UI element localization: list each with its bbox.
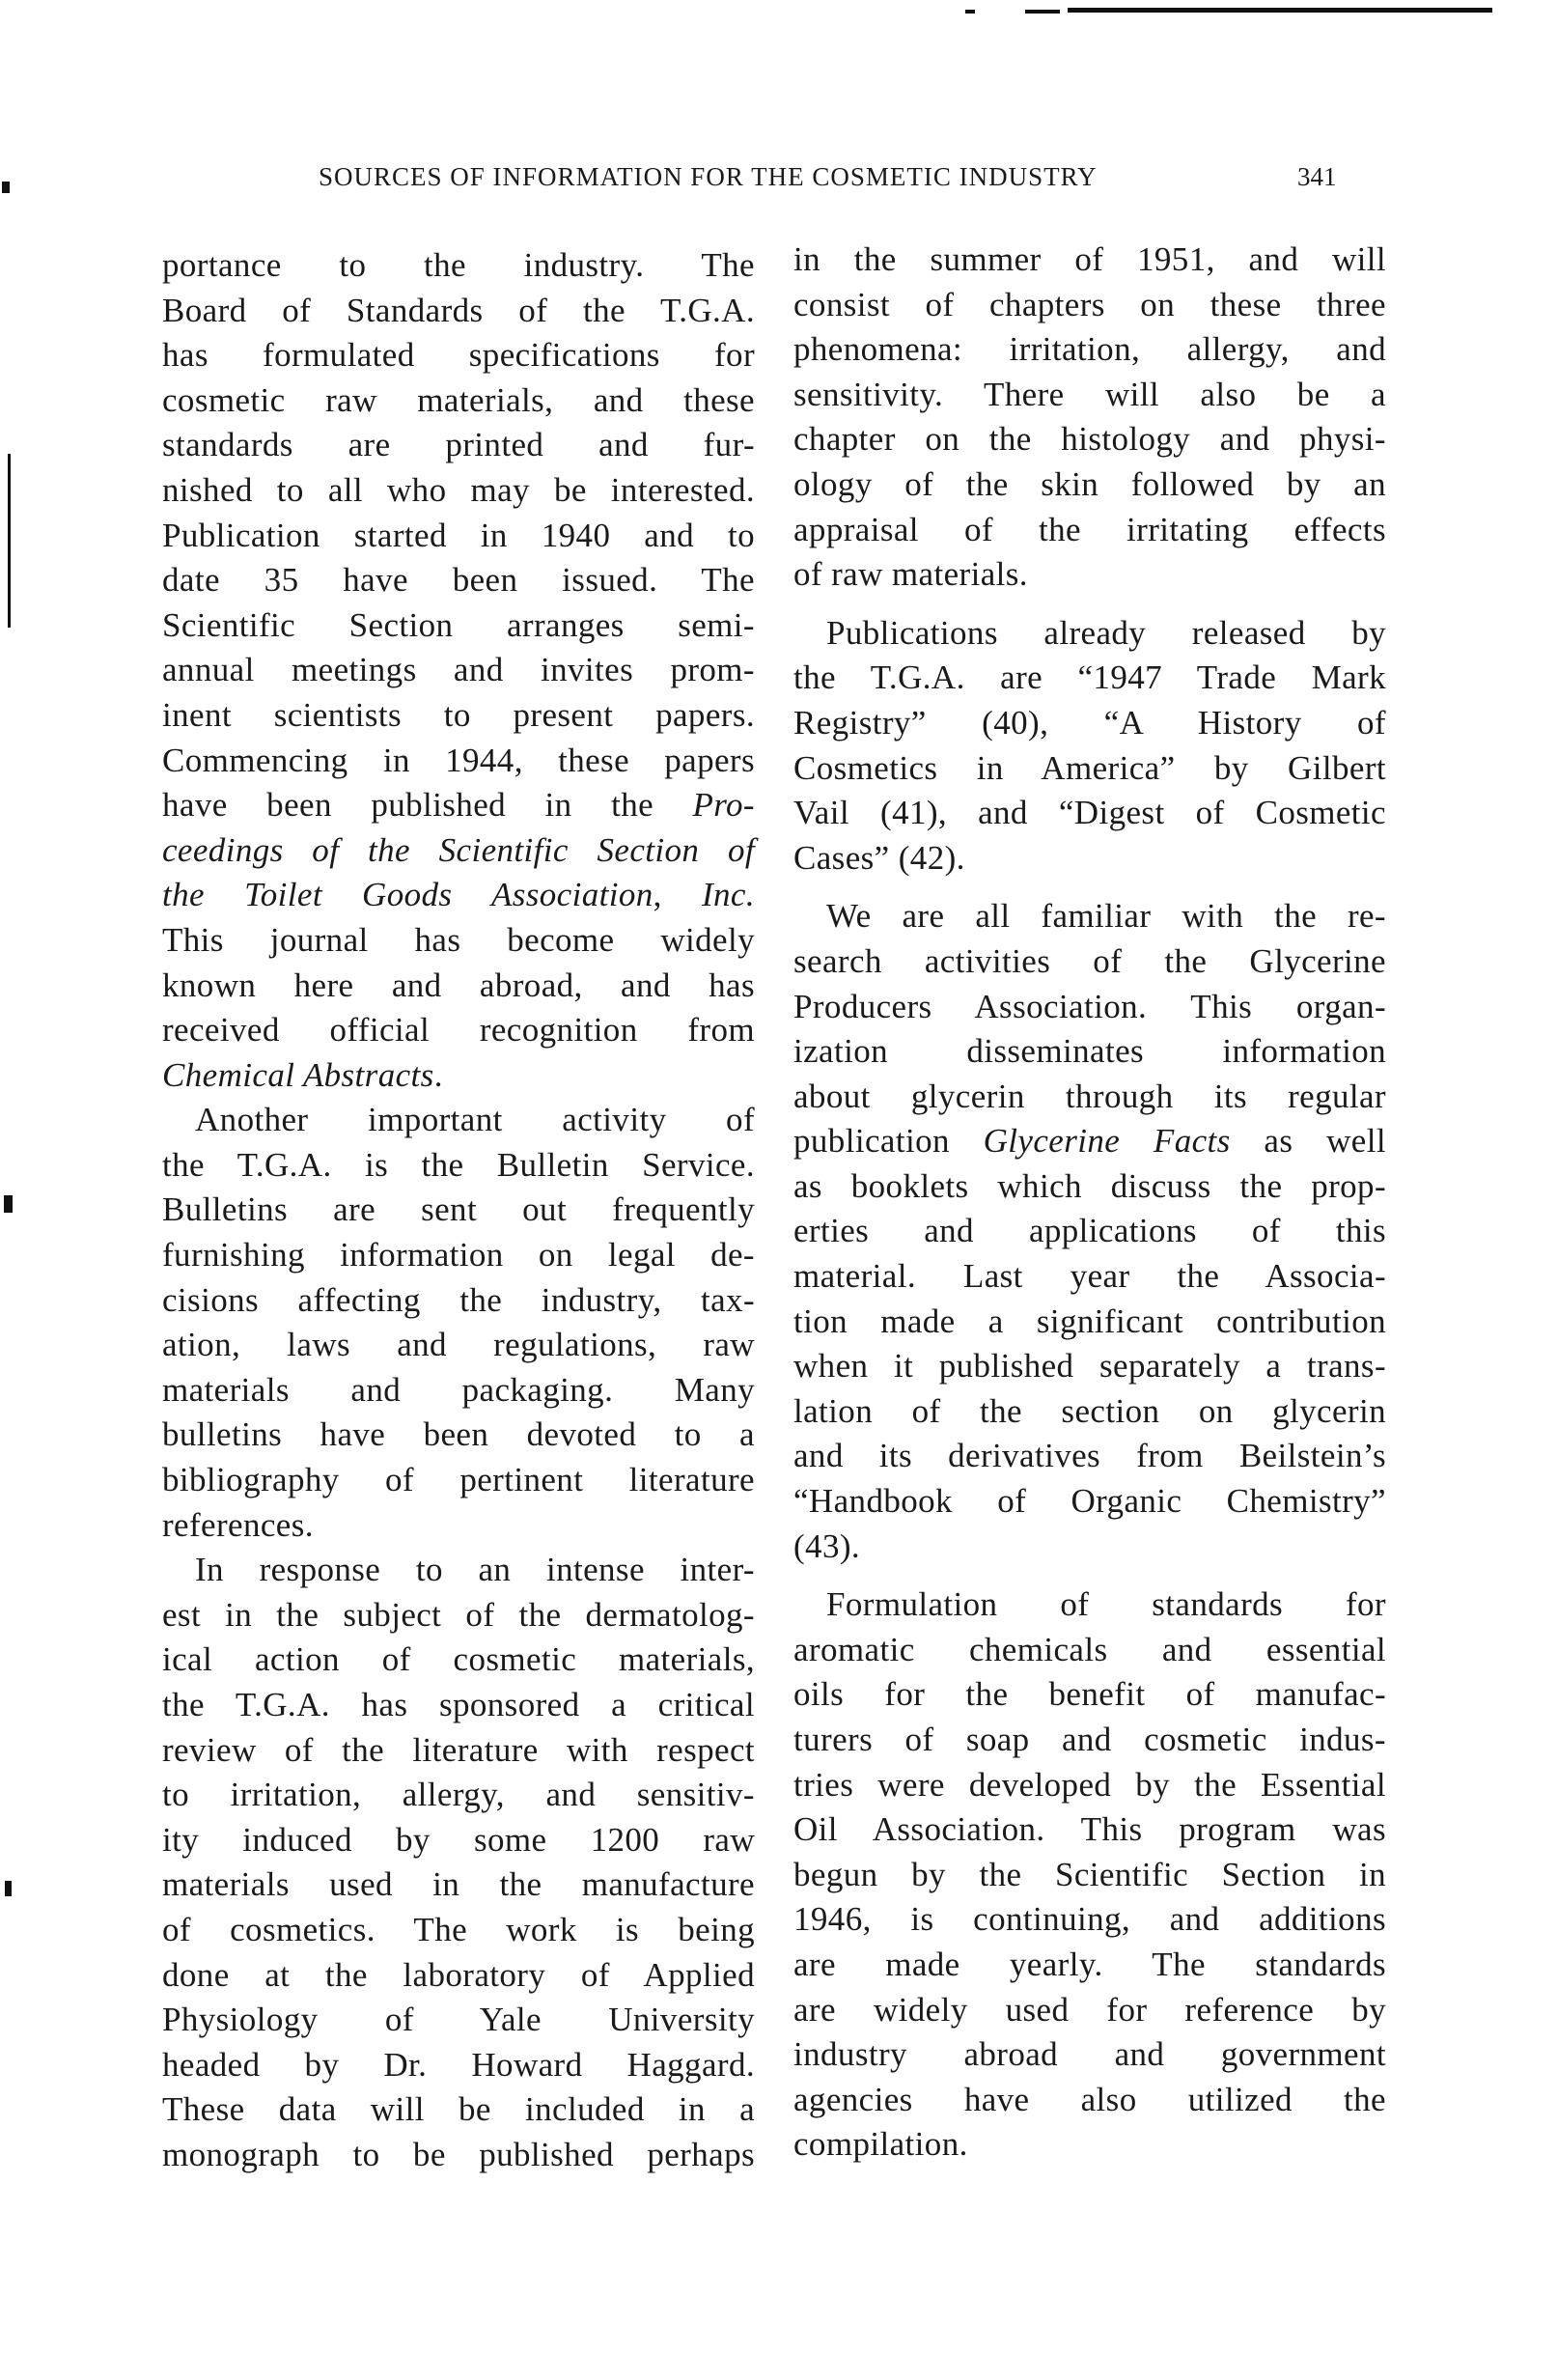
text-line: ity induced by some 1200 raw <box>162 1820 755 1859</box>
paragraph <box>162 1548 755 2177</box>
page-number: 341 <box>1297 162 1337 191</box>
text-line: in the summer of 1951, and will <box>793 240 1386 278</box>
margin-mark <box>2 182 10 193</box>
text-line: Publications already released by <box>826 613 1386 652</box>
text-line: Board of Standards of the T.G.A. <box>162 291 755 329</box>
text-segment: , <box>653 876 702 914</box>
text-line: sensitivity. There will also be a <box>793 375 1386 413</box>
text-line: of raw materials. <box>793 555 1028 594</box>
text-line: 1946, is continuing, and additions <box>793 1900 1386 1939</box>
text-line: bibliography of pertinent literature <box>162 1461 755 1499</box>
text-line: are widely used for reference by <box>793 1990 1386 2029</box>
text-line: appraisal of the irritating effects <box>793 510 1386 548</box>
text-line: cisions affecting the industry, tax- <box>162 1280 755 1319</box>
text-line: nished to all who may be interested. <box>162 470 755 509</box>
text-line: portance to the industry. The <box>162 246 755 284</box>
text-line: annual meetings and invites prom- <box>162 651 755 689</box>
text-line: We are all familiar with the re- <box>826 897 1386 936</box>
text-line <box>162 1053 755 1099</box>
text-line: and its derivatives from Beilstein’s <box>793 1437 1386 1475</box>
text-line: ical action of cosmetic materials, <box>162 1640 755 1679</box>
text-line: “Handbook of Organic Chemistry” <box>793 1482 1386 1521</box>
text-line: Another important activity of <box>195 1101 755 1139</box>
italic-text: Chemical Abstracts <box>162 1055 434 1094</box>
paragraph <box>162 243 755 1098</box>
text-line <box>162 828 755 874</box>
text-column-left <box>162 243 755 2178</box>
italic-text: Inc. <box>701 876 755 914</box>
running-head: SOURCES OF INFORMATION FOR THE COSMETIC INDUSTRY <box>319 162 1098 191</box>
paragraph <box>793 1582 1386 2168</box>
text-line: lation of the section on glycerin <box>793 1391 1386 1430</box>
text-line: inent scientists to present papers. <box>162 695 755 734</box>
text-line: ization disseminates information <box>793 1032 1386 1071</box>
text-line: received official recognition from <box>162 1011 755 1050</box>
text-line: oils for the benefit of manufac- <box>793 1675 1386 1714</box>
margin-mark <box>8 454 11 628</box>
text-line: Publication started in 1940 and to <box>162 516 755 554</box>
text-line <box>162 783 755 828</box>
text-line: Oil Association. This program was <box>793 1810 1386 1849</box>
margin-mark <box>5 1881 12 1896</box>
text-segment: publication <box>793 1122 984 1161</box>
paragraph <box>793 238 1386 598</box>
text-line: ation, laws and regulations, raw <box>162 1326 755 1364</box>
text-line: search activities of the Glycerine <box>793 941 1386 980</box>
text-line: ology of the skin followed by an <box>793 464 1386 503</box>
italic-text: ceedings of the Scientific Section of <box>162 830 755 869</box>
paragraph <box>162 1098 755 1548</box>
text-line: the T.G.A. is the Bulletin Service. <box>162 1145 755 1184</box>
text-line: Cases” (42). <box>793 838 965 877</box>
italic-text: the Toilet Goods Association <box>162 876 653 914</box>
text-line: references. <box>162 1505 314 1544</box>
text-line: cosmetic raw materials, and these <box>162 380 755 419</box>
text-line: standards are printed and fur- <box>162 426 755 464</box>
text-line: Producers Association. This organ- <box>793 987 1386 1025</box>
text-line: tries were developed by the Essential <box>793 1765 1386 1804</box>
text-line: Vail (41), and “Digest of Cosmetic <box>793 794 1386 832</box>
text-line: Cosmetics in America” by Gilbert <box>793 748 1386 787</box>
text-line: consist of chapters on these three <box>793 285 1386 323</box>
text-line: bulletins have been devoted to a <box>162 1415 755 1454</box>
text-line: est in the subject of the dermatolog- <box>162 1595 755 1634</box>
text-line: Scientific Section arranges semi- <box>162 605 755 644</box>
scan-edge-mark <box>965 10 975 14</box>
text-line: agencies have also utilized the <box>793 2080 1386 2118</box>
text-line: Registry” (40), “A History of <box>793 703 1386 742</box>
italic-text: Glycerine Facts <box>983 1122 1231 1161</box>
text-line: These data will be included in a <box>162 2090 755 2129</box>
text-line: material. Last year the Associa- <box>793 1257 1386 1296</box>
text-line <box>162 873 755 918</box>
text-line: known here and abroad, and has <box>162 966 755 1004</box>
text-line: This journal has become widely <box>162 920 755 959</box>
text-line: Physiology of Yale University <box>162 2001 755 2039</box>
margin-mark <box>4 1195 13 1213</box>
text-line: has formulated specifications for <box>162 336 755 375</box>
text-line: are made yearly. The standards <box>793 1945 1386 1983</box>
text-line: review of the literature with respect <box>162 1730 755 1769</box>
text-line: furnishing information on legal de- <box>162 1236 755 1274</box>
text-line: phenomena: irritation, allergy, and <box>793 330 1386 369</box>
text-line: Formulation of standards for <box>826 1585 1386 1624</box>
text-column-right <box>793 238 1386 2168</box>
text-line: compilation. <box>793 2125 968 2164</box>
text-line: Bulletins are sent out frequently <box>162 1190 755 1229</box>
italic-text: Pro- <box>692 786 755 825</box>
text-line: as booklets which discuss the prop- <box>793 1166 1386 1205</box>
text-line: chapter on the histology and physi- <box>793 420 1386 459</box>
text-line: (43). <box>793 1526 861 1565</box>
text-segment: as well <box>1230 1122 1386 1161</box>
text-line: of cosmetics. The work is being <box>162 1910 755 1948</box>
text-line: tion made a significant contribution <box>793 1302 1386 1340</box>
text-line: when it published separately a trans- <box>793 1347 1386 1386</box>
text-line: industry abroad and government <box>793 2035 1386 2074</box>
text-line: erties and applications of this <box>793 1212 1386 1250</box>
text-line: materials used in the manufacture <box>162 1865 755 1904</box>
text-line: materials and packaging. Many <box>162 1370 755 1409</box>
text-line: the T.G.A. has sponsored a critical <box>162 1686 755 1723</box>
paragraph <box>793 894 1386 1569</box>
text-line: In response to an intense inter- <box>195 1551 755 1589</box>
paragraph <box>793 611 1386 882</box>
text-segment: . <box>433 1055 443 1094</box>
text-line: aromatic chemicals and essential <box>793 1630 1386 1668</box>
text-line: monograph to be published perhaps <box>162 2135 755 2173</box>
text-line <box>793 1119 1386 1164</box>
text-line: turers of soap and cosmetic indus- <box>793 1721 1386 1758</box>
text-line: about glycerin through its regular <box>793 1077 1386 1115</box>
text-line: Commencing in 1944, these papers <box>162 741 755 779</box>
scan-edge-mark <box>1068 8 1492 13</box>
text-line: the T.G.A. are “1947 Trade Mark <box>793 658 1386 697</box>
text-line: date 35 have been issued. The <box>162 561 755 600</box>
text-line: done at the laboratory of Applied <box>162 1955 755 1994</box>
text-segment: have been published in the <box>162 786 693 825</box>
text-line: to irritation, allergy, and sensitiv- <box>162 1776 755 1814</box>
scan-edge-mark <box>1025 10 1060 14</box>
text-line: begun by the Scientific Section in <box>793 1855 1386 1893</box>
text-line: headed by Dr. Howard Haggard. <box>162 2045 755 2084</box>
